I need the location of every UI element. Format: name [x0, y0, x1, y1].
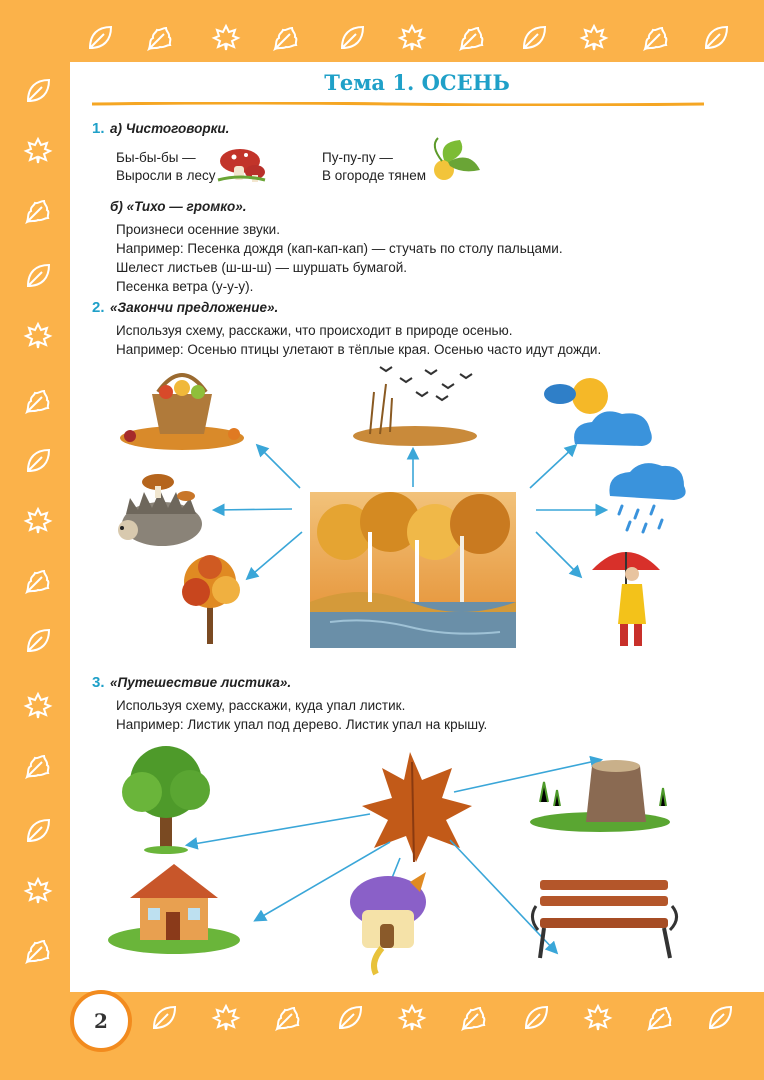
- task1-line: Произнеси осенние звуки.: [116, 222, 280, 237]
- maple-leaf-outline-icon: [210, 22, 242, 54]
- arrow: [215, 509, 292, 510]
- rhyme2-line2: В огороде тянем: [322, 168, 426, 183]
- green-tree-image: [122, 746, 210, 854]
- small-house-image: [350, 872, 426, 974]
- arrow: [530, 446, 575, 488]
- oak-leaf-outline-icon: [640, 22, 672, 54]
- leaf-outline-icon: [704, 1002, 736, 1034]
- leaf-outline-icon: [518, 22, 550, 54]
- task2-line: Используя схему, расскажи, что происходит в природе осенью.: [116, 323, 513, 338]
- oak-leaf-outline-icon: [458, 1002, 490, 1034]
- leaf-outline-icon: [22, 75, 54, 107]
- task3-line: Используя схему, расскажи, куда упал листик.: [116, 698, 406, 713]
- cottage-image: [108, 864, 240, 954]
- autumn-forest-painting: [310, 492, 516, 648]
- leaf-outline-icon: [84, 22, 116, 54]
- task1-line: Песенка ветра (у-у-у).: [116, 279, 254, 294]
- arrow: [450, 840, 556, 952]
- maple-leaf-outline-icon: [210, 1002, 242, 1034]
- leaf-outline-icon: [22, 445, 54, 477]
- leaf-outline-icon: [22, 815, 54, 847]
- leaf-outline-icon: [700, 22, 732, 54]
- arrow: [536, 532, 580, 576]
- turnip-image: [434, 138, 480, 180]
- arrow: [454, 760, 600, 792]
- maple-leaf-outline-icon: [22, 505, 54, 537]
- maple-leaf-outline-icon: [582, 1002, 614, 1034]
- maple-leaf-outline-icon: [22, 135, 54, 167]
- oak-leaf-outline-icon: [270, 22, 302, 54]
- mushroom-image: [218, 149, 265, 182]
- task1-line: Шелест листьев (ш-ш-ш) — шуршать бумагой.: [116, 260, 407, 275]
- maple-leaf-outline-icon: [396, 22, 428, 54]
- oak-leaf-outline-icon: [144, 22, 176, 54]
- task1-number: 1.: [92, 120, 105, 137]
- rhyme1-line2: Выросли в лесу: [116, 168, 216, 183]
- arrow: [258, 446, 300, 488]
- leaf-outline-icon: [520, 1002, 552, 1034]
- leaf-outline-icon: [22, 260, 54, 292]
- leaf-outline-icon: [22, 625, 54, 657]
- page-title: Тема 1. ОСЕНЬ: [324, 70, 510, 95]
- migrating-birds-image: [353, 367, 477, 446]
- task2-line: Например: Осенью птицы улетают в тёплые края. Осенью часто идут дожди.: [116, 342, 602, 357]
- rhyme1-line1: Бы-бы-бы —: [116, 150, 196, 165]
- oak-leaf-outline-icon: [22, 750, 54, 782]
- task1-line: Например: Песенка дождя (кап-кап-кап) — стучать по столу пальцами.: [116, 241, 563, 256]
- task1-heading-b: б) «Тихо — громко».: [110, 199, 247, 214]
- bench-image: [532, 880, 676, 958]
- maple-leaf-outline-icon: [22, 690, 54, 722]
- hedgehog-image: [118, 474, 202, 546]
- maple-leaf-outline-icon: [22, 875, 54, 907]
- leaf-outline-icon: [334, 1002, 366, 1034]
- oak-leaf-outline-icon: [456, 22, 488, 54]
- oak-leaf-outline-icon: [644, 1002, 676, 1034]
- task2-number: 2.: [92, 299, 105, 316]
- illustrations: [70, 62, 764, 992]
- task2-heading: «Закончи предложение».: [110, 300, 279, 315]
- page-number: 2: [70, 990, 132, 1052]
- arrow: [188, 814, 370, 845]
- oak-leaf-outline-icon: [22, 385, 54, 417]
- task3-line: Например: Листик упал под дерево. Листик упал на крышу.: [116, 717, 488, 732]
- oak-leaf-outline-icon: [272, 1002, 304, 1034]
- leaf-outline-icon: [148, 1002, 180, 1034]
- oak-leaf-outline-icon: [22, 195, 54, 227]
- leaf-outline-icon: [336, 22, 368, 54]
- rain-cloud-image: [609, 463, 685, 532]
- maple-leaf-outline-icon: [396, 1002, 428, 1034]
- task3-heading: «Путешествие листика».: [110, 675, 292, 690]
- rhyme2-line1: Пу-пу-пу —: [322, 150, 393, 165]
- sun-cloud-image: [544, 378, 652, 446]
- harvest-basket-image: [120, 375, 244, 450]
- task1-heading-a: а) Чистоговорки.: [110, 121, 230, 136]
- oak-leaf-outline-icon: [22, 935, 54, 967]
- maple-leaf-outline-icon: [578, 22, 610, 54]
- arrow: [248, 532, 302, 578]
- autumn-tree-image: [182, 555, 240, 644]
- girl-umbrella-image: [592, 552, 660, 646]
- task3-number: 3.: [92, 674, 105, 691]
- maple-leaf-outline-icon: [22, 320, 54, 352]
- oak-leaf-outline-icon: [22, 565, 54, 597]
